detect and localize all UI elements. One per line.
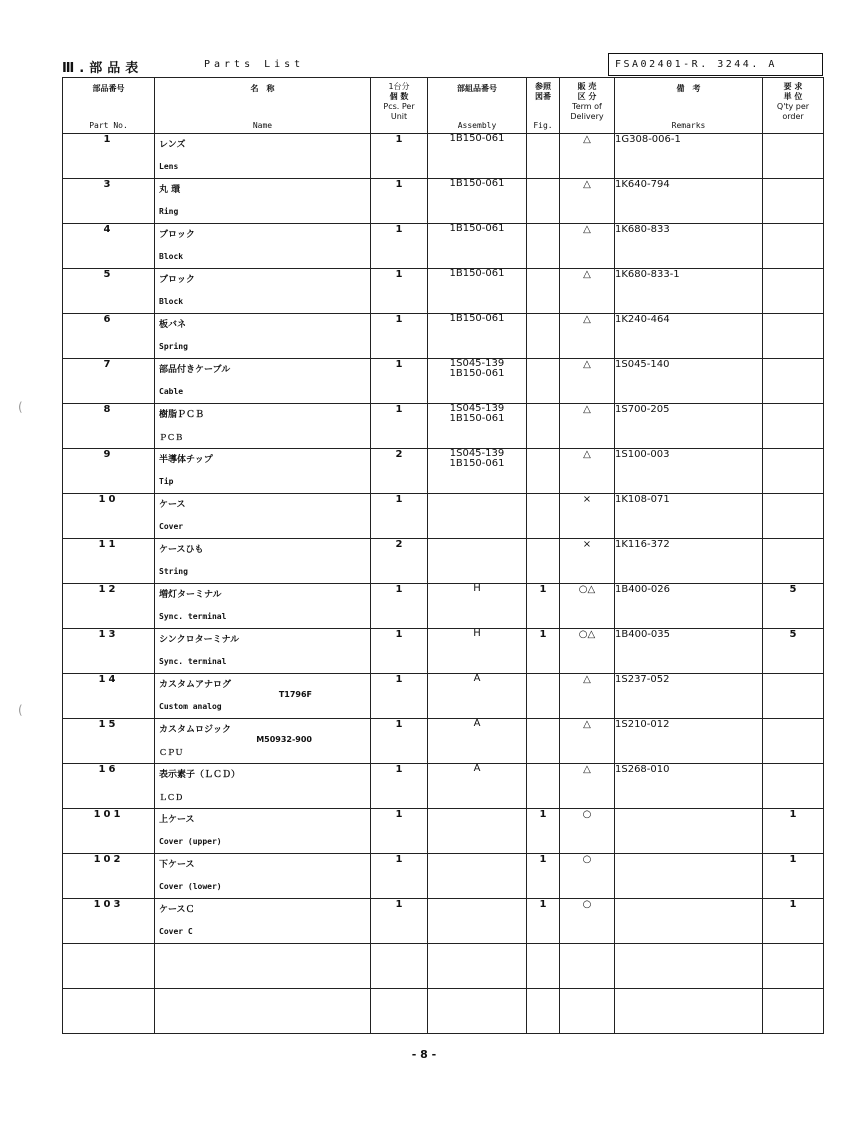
part-name-cell — [155, 539, 371, 584]
part-name-cell — [155, 674, 371, 719]
remarks-cell: 1B400-035 — [615, 629, 763, 674]
fig-cell — [527, 359, 560, 404]
assembly-cell: 1B150-061 — [428, 224, 527, 269]
col-header-pcs: 1台分 個 数 Pcs. Per Unit — [371, 78, 428, 134]
empty-cell — [371, 944, 428, 989]
page-number: - 8 - — [411, 1048, 437, 1061]
empty-cell — [371, 989, 428, 1034]
qty-per-order-cell — [763, 494, 824, 539]
part-number-cell: 1 — [63, 134, 155, 179]
qty-per-order-cell — [763, 269, 824, 314]
part-name-cell — [155, 404, 371, 449]
table-row — [63, 494, 824, 539]
assembly-cell: 1S045-139 1B150-061 — [428, 449, 527, 494]
part-number-cell: 101 — [63, 809, 155, 854]
pcs-per-unit-cell: 1 — [371, 224, 428, 269]
part-name-jp: ケースＣ — [159, 905, 195, 915]
qty-per-order-cell: 1 — [763, 809, 824, 854]
remarks-cell: 1S210-012 — [615, 719, 763, 764]
part-name-en: Ring — [159, 207, 179, 216]
table-header-row — [63, 78, 824, 134]
pcs-per-unit-cell: 1 — [371, 359, 428, 404]
term-of-delivery-cell: ○△ — [560, 629, 615, 674]
term-of-delivery-cell: ○ — [560, 854, 615, 899]
part-name-jp: 半導体チップ — [159, 455, 213, 465]
part-name-en: Cover (upper) — [159, 837, 222, 846]
table-row — [63, 359, 824, 404]
assembly-cell: H — [428, 629, 527, 674]
assembly-cell: A — [428, 764, 527, 809]
part-name-jp: ブロック — [159, 275, 195, 285]
assembly-cell: A — [428, 719, 527, 764]
part-name-en: Cover C — [159, 927, 193, 936]
part-number-cell: 103 — [63, 899, 155, 944]
pcs-per-unit-cell: 1 — [371, 314, 428, 359]
fig-cell — [527, 224, 560, 269]
pcs-per-unit-cell: 1 — [371, 494, 428, 539]
col-header-assembly: 部組品番号 Assembly — [428, 78, 527, 134]
part-number-cell: 5 — [63, 269, 155, 314]
part-number-cell: 9 — [63, 449, 155, 494]
col-header-fig: 参照 図番 Fig. — [527, 78, 560, 134]
parts-list-title-jp: Ⅲ.部品表 — [62, 61, 144, 76]
part-name-jp: カスタムアナログ — [159, 680, 232, 690]
part-name-en: Cover — [159, 522, 184, 531]
part-model-code: M50932-900 — [256, 735, 312, 744]
part-number-cell: 7 — [63, 359, 155, 404]
qty-per-order-cell — [763, 179, 824, 224]
fig-cell — [527, 269, 560, 314]
pcs-per-unit-cell: 1 — [371, 584, 428, 629]
part-name-jp: シンクロターミナル — [159, 635, 240, 645]
part-name-en: Sync. terminal — [159, 657, 227, 666]
empty-cell — [428, 944, 527, 989]
empty-cell — [560, 944, 615, 989]
part-number-cell: 3 — [63, 179, 155, 224]
pcs-per-unit-cell: 1 — [371, 269, 428, 314]
table-row — [63, 719, 824, 764]
part-name-en: Spring — [159, 342, 188, 351]
empty-cell — [155, 989, 371, 1034]
qty-per-order-cell: 1 — [763, 854, 824, 899]
table-row — [63, 809, 824, 854]
fig-cell — [527, 314, 560, 359]
part-name-jp: 上ケース — [159, 815, 195, 825]
table-row — [63, 134, 824, 179]
pcs-per-unit-cell: 1 — [371, 629, 428, 674]
table-row — [63, 449, 824, 494]
part-number-cell: 16 — [63, 764, 155, 809]
fig-cell: 1 — [527, 629, 560, 674]
part-number-cell: 4 — [63, 224, 155, 269]
pcs-per-unit-cell: 1 — [371, 764, 428, 809]
empty-cell — [63, 989, 155, 1034]
term-of-delivery-cell: △ — [560, 674, 615, 719]
term-of-delivery-cell: × — [560, 539, 615, 584]
pcs-per-unit-cell: 1 — [371, 179, 428, 224]
term-of-delivery-cell: ○ — [560, 899, 615, 944]
qty-per-order-cell — [763, 449, 824, 494]
table-row — [63, 224, 824, 269]
table-row — [63, 404, 824, 449]
part-number-cell: 12 — [63, 584, 155, 629]
part-name-jp: 板バネ — [159, 320, 187, 330]
term-of-delivery-cell: △ — [560, 719, 615, 764]
fig-cell: 1 — [527, 809, 560, 854]
assembly-cell: 1B150-061 — [428, 179, 527, 224]
pcs-per-unit-cell: 1 — [371, 404, 428, 449]
part-number-cell: 13 — [63, 629, 155, 674]
assembly-cell: 1B150-061 — [428, 269, 527, 314]
remarks-cell: 1S045-140 — [615, 359, 763, 404]
assembly-cell — [428, 494, 527, 539]
empty-cell — [560, 989, 615, 1034]
remarks-cell: 1S268-010 — [615, 764, 763, 809]
term-of-delivery-cell: △ — [560, 269, 615, 314]
term-of-delivery-cell: △ — [560, 764, 615, 809]
qty-per-order-cell: 5 — [763, 629, 824, 674]
assembly-cell — [428, 809, 527, 854]
parts-table — [62, 77, 824, 1034]
part-number-cell: 11 — [63, 539, 155, 584]
col-header-remarks: 備 考 Remarks — [615, 78, 763, 134]
remarks-cell: 1K640-794 — [615, 179, 763, 224]
part-name-en: Cover (lower) — [159, 882, 222, 891]
fig-cell — [527, 674, 560, 719]
qty-per-order-cell: 1 — [763, 899, 824, 944]
table-row — [63, 674, 824, 719]
part-name-jp: 増灯ターミナル — [159, 590, 222, 600]
qty-per-order-cell — [763, 359, 824, 404]
remarks-cell — [615, 854, 763, 899]
remarks-cell: 1S700-205 — [615, 404, 763, 449]
assembly-cell: 1B150-061 — [428, 134, 527, 179]
part-name-jp: 丸 環 — [159, 185, 181, 195]
empty-cell — [155, 944, 371, 989]
part-name-en: Custom analog — [159, 702, 222, 711]
assembly-cell — [428, 899, 527, 944]
fig-cell: 1 — [527, 854, 560, 899]
part-name-jp: ケース — [159, 500, 186, 510]
parts-list-title-en: Parts List — [204, 59, 305, 70]
term-of-delivery-cell: △ — [560, 134, 615, 179]
term-of-delivery-cell: ○△ — [560, 584, 615, 629]
term-of-delivery-cell: ○ — [560, 809, 615, 854]
table-row — [63, 899, 824, 944]
pcs-per-unit-cell: 1 — [371, 674, 428, 719]
term-of-delivery-cell: △ — [560, 359, 615, 404]
fig-cell — [527, 404, 560, 449]
col-header-qty: 要 求 単 位 Q'ty per order — [763, 78, 824, 134]
table-row — [63, 854, 824, 899]
empty-cell — [615, 944, 763, 989]
assembly-cell — [428, 539, 527, 584]
term-of-delivery-cell: △ — [560, 224, 615, 269]
fig-cell — [527, 539, 560, 584]
part-name-cell — [155, 494, 371, 539]
hole-punch-mark: ( — [18, 703, 23, 717]
part-name-en: ＬＣＤ — [159, 793, 183, 802]
part-number-cell: 6 — [63, 314, 155, 359]
remarks-cell: 1S237-052 — [615, 674, 763, 719]
empty-cell — [527, 944, 560, 989]
pcs-per-unit-cell: 2 — [371, 539, 428, 584]
empty-cell — [763, 944, 824, 989]
qty-per-order-cell — [763, 719, 824, 764]
pcs-per-unit-cell: 1 — [371, 719, 428, 764]
part-name-cell — [155, 584, 371, 629]
pcs-per-unit-cell: 1 — [371, 899, 428, 944]
part-name-cell — [155, 719, 371, 764]
fig-cell — [527, 449, 560, 494]
part-name-jp: 表示素子（ＬＣＤ） — [159, 770, 241, 780]
empty-cell — [63, 944, 155, 989]
part-name-en: Block — [159, 297, 184, 306]
part-name-en: ＣＰＵ — [159, 748, 183, 757]
col-header-name: 名 称 Name — [155, 78, 371, 134]
part-name-cell — [155, 359, 371, 404]
table-row — [63, 179, 824, 224]
part-name-cell — [155, 449, 371, 494]
part-name-cell — [155, 629, 371, 674]
qty-per-order-cell — [763, 539, 824, 584]
qty-per-order-cell — [763, 764, 824, 809]
part-name-en: Cable — [159, 387, 184, 396]
term-of-delivery-cell: △ — [560, 314, 615, 359]
remarks-cell: 1K680-833 — [615, 224, 763, 269]
part-number-cell: 102 — [63, 854, 155, 899]
remarks-cell: 1K680-833-1 — [615, 269, 763, 314]
part-name-en: Tip — [159, 477, 174, 486]
remarks-cell — [615, 809, 763, 854]
qty-per-order-cell — [763, 314, 824, 359]
part-name-cell — [155, 134, 371, 179]
empty-cell — [763, 989, 824, 1034]
fig-cell: 1 — [527, 899, 560, 944]
part-model-code: T1796F — [278, 690, 312, 699]
part-name-cell — [155, 899, 371, 944]
part-number-cell: 14 — [63, 674, 155, 719]
remarks-cell — [615, 899, 763, 944]
part-number-cell: 15 — [63, 719, 155, 764]
pcs-per-unit-cell: 1 — [371, 854, 428, 899]
part-name-cell — [155, 269, 371, 314]
remarks-cell: 1S100-003 — [615, 449, 763, 494]
part-name-en: Block — [159, 252, 184, 261]
part-name-jp: レンズ — [159, 140, 186, 150]
assembly-cell: 1S045-139 1B150-061 — [428, 359, 527, 404]
assembly-cell: 1B150-061 — [428, 314, 527, 359]
part-name-cell — [155, 179, 371, 224]
pcs-per-unit-cell: 1 — [371, 809, 428, 854]
fig-cell — [527, 494, 560, 539]
table-row — [63, 584, 824, 629]
qty-per-order-cell — [763, 674, 824, 719]
col-header-part-no: 部品番号 Part No. — [63, 78, 155, 134]
part-name-cell — [155, 314, 371, 359]
term-of-delivery-cell: △ — [560, 449, 615, 494]
empty-cell — [615, 989, 763, 1034]
empty-cell — [527, 989, 560, 1034]
empty-table-row — [63, 989, 824, 1034]
table-row — [63, 764, 824, 809]
empty-table-row — [63, 944, 824, 989]
table-row — [63, 539, 824, 584]
qty-per-order-cell — [763, 224, 824, 269]
part-name-en: String — [159, 567, 188, 576]
document-code: FSA02401-R. 3244. A — [608, 53, 823, 76]
table-row — [63, 629, 824, 674]
qty-per-order-cell — [763, 404, 824, 449]
qty-per-order-cell — [763, 134, 824, 179]
fig-cell: 1 — [527, 584, 560, 629]
part-name-jp: カスタムロジック — [159, 725, 232, 735]
part-name-en: Lens — [159, 162, 179, 171]
remarks-cell: 1K108-071 — [615, 494, 763, 539]
remarks-cell: 1K240-464 — [615, 314, 763, 359]
part-number-cell: 8 — [63, 404, 155, 449]
part-name-cell — [155, 809, 371, 854]
term-of-delivery-cell: △ — [560, 404, 615, 449]
assembly-cell — [428, 854, 527, 899]
term-of-delivery-cell: △ — [560, 179, 615, 224]
part-name-cell — [155, 854, 371, 899]
fig-cell — [527, 764, 560, 809]
qty-per-order-cell: 5 — [763, 584, 824, 629]
pcs-per-unit-cell: 2 — [371, 449, 428, 494]
part-name-jp: 樹脂ＰＣＢ — [159, 410, 205, 420]
table-row — [63, 269, 824, 314]
part-name-cell — [155, 224, 371, 269]
empty-cell — [428, 989, 527, 1034]
fig-cell — [527, 134, 560, 179]
remarks-cell: 1K116-372 — [615, 539, 763, 584]
assembly-cell: A — [428, 674, 527, 719]
parts-table-body — [63, 134, 824, 1034]
assembly-cell: H — [428, 584, 527, 629]
remarks-cell: 1G308-006-1 — [615, 134, 763, 179]
part-name-jp: 部品付きケーブル — [159, 365, 231, 375]
part-name-jp: ケースひも — [159, 545, 204, 555]
page-header — [62, 56, 822, 76]
table-row — [63, 314, 824, 359]
fig-cell — [527, 719, 560, 764]
pcs-per-unit-cell: 1 — [371, 134, 428, 179]
part-number-cell: 10 — [63, 494, 155, 539]
part-name-en: ＰＣＢ — [159, 433, 183, 442]
assembly-cell: 1S045-139 1B150-061 — [428, 404, 527, 449]
part-name-jp: ブロック — [159, 230, 195, 240]
part-name-cell — [155, 764, 371, 809]
fig-cell — [527, 179, 560, 224]
hole-punch-mark: ( — [18, 400, 23, 414]
part-name-jp: 下ケース — [159, 860, 195, 870]
part-name-en: Sync. terminal — [159, 612, 227, 621]
col-header-term: 販 売 区 分 Term of Delivery — [560, 78, 615, 134]
remarks-cell: 1B400-026 — [615, 584, 763, 629]
term-of-delivery-cell: × — [560, 494, 615, 539]
